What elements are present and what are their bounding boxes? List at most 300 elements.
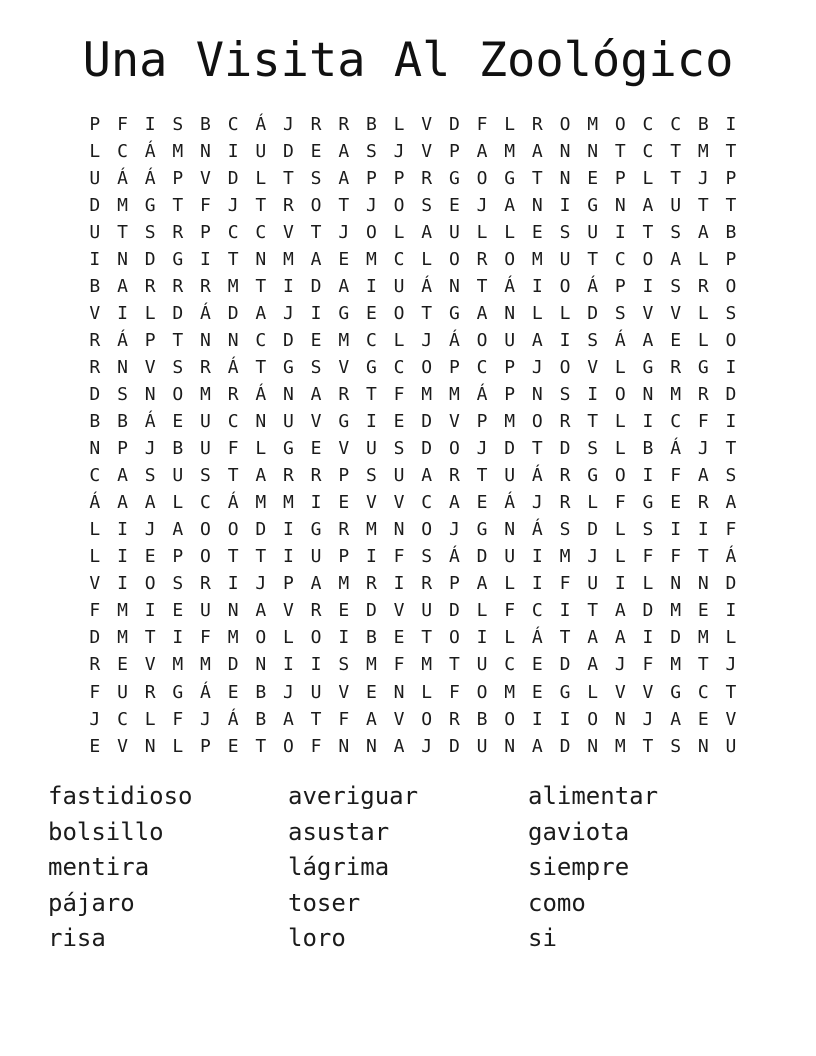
grid-cell: B <box>697 113 709 135</box>
grid-cell: Á <box>144 140 156 162</box>
grid-cell: J <box>642 708 654 730</box>
grid-cell: S <box>670 221 682 243</box>
grid-cell: I <box>365 411 377 433</box>
grid-cell: L <box>531 302 543 324</box>
grid-cell: F <box>227 438 239 460</box>
grid-cell: F <box>117 113 128 135</box>
grid-cell: I <box>338 627 350 649</box>
grid-cell: N <box>117 248 128 270</box>
grid-cell: G <box>310 519 322 541</box>
grid-cell: S <box>421 546 433 568</box>
grid-cell: F <box>476 113 488 135</box>
grid-cell: O <box>448 438 460 460</box>
grid-cell: G <box>697 356 709 378</box>
grid-cell: S <box>365 140 377 162</box>
grid-cell: F <box>642 654 654 676</box>
grid-cell: I <box>559 708 571 730</box>
grid-cell: J <box>448 519 460 541</box>
grid-cell: P <box>338 465 350 487</box>
grid-cell: J <box>697 167 709 189</box>
grid-cell: N <box>255 411 267 433</box>
grid-cell: C <box>697 681 709 703</box>
grid-cell: G <box>283 438 294 460</box>
grid-cell: J <box>89 708 101 730</box>
grid-cell: L <box>504 573 516 595</box>
grid-cell: V <box>393 492 405 514</box>
grid-cell: I <box>531 708 543 730</box>
grid-cell: P <box>200 221 211 243</box>
grid-cell: V <box>117 735 128 757</box>
grid-cell: E <box>393 411 405 433</box>
grid-cell: N <box>89 438 101 460</box>
grid-cell: A <box>172 519 184 541</box>
grid-cell: A <box>697 221 709 243</box>
grid-cell: U <box>725 735 737 757</box>
grid-cell: L <box>89 140 101 162</box>
grid-cell: A <box>725 492 737 514</box>
grid-cell: T <box>172 329 184 351</box>
grid-cell: M <box>172 654 184 676</box>
grid-cell: V <box>89 302 101 324</box>
grid-cell: N <box>504 519 516 541</box>
grid-cell: L <box>614 356 626 378</box>
grid-cell: N <box>144 383 156 405</box>
grid-cell: L <box>172 492 184 514</box>
grid-cell: E <box>531 221 543 243</box>
grid-cell: I <box>725 356 737 378</box>
grid-cell: D <box>89 627 101 649</box>
grid-cell: M <box>227 627 239 649</box>
grid-cell: N <box>559 167 571 189</box>
grid-cell: F <box>559 573 571 595</box>
grid-cell: M <box>670 600 682 622</box>
grid-cell: T <box>255 275 267 297</box>
grid-cell: D <box>587 519 599 541</box>
grid-cell: P <box>504 383 516 405</box>
grid-cell: J <box>144 438 156 460</box>
grid-cell: O <box>227 519 239 541</box>
grid-cell: I <box>642 411 654 433</box>
word-search-grid <box>81 111 745 760</box>
grid-cell: A <box>117 465 128 487</box>
grid-cell: D <box>559 654 571 676</box>
grid-cell: L <box>89 546 101 568</box>
grid-cell: M <box>117 600 128 622</box>
grid-cell: D <box>283 329 294 351</box>
grid-cell: T <box>559 627 571 649</box>
grid-cell: A <box>476 302 488 324</box>
grid-cell: O <box>559 275 571 297</box>
grid-cell: P <box>448 356 460 378</box>
grid-cell: L <box>697 302 709 324</box>
grid-cell: E <box>670 329 682 351</box>
grid-cell: D <box>725 573 737 595</box>
grid-cell: T <box>227 248 239 270</box>
grid-cell: O <box>172 383 184 405</box>
grid-cell: C <box>670 113 682 135</box>
grid-cell: Á <box>227 492 239 514</box>
grid-cell: C <box>255 221 267 243</box>
grid-cell: S <box>172 573 184 595</box>
grid-cell: I <box>172 627 184 649</box>
grid-cell: S <box>144 465 156 487</box>
grid-cell: U <box>476 654 488 676</box>
grid-cell: Á <box>144 167 156 189</box>
grid-cell: D <box>587 302 599 324</box>
grid-cell: L <box>255 167 267 189</box>
grid-cell: T <box>421 302 433 324</box>
grid-cell: R <box>200 356 211 378</box>
grid-cell: A <box>531 735 543 757</box>
grid-cell: E <box>310 438 322 460</box>
grid-cell: Á <box>117 167 128 189</box>
grid-cell: O <box>200 546 211 568</box>
grid-cell: M <box>697 627 709 649</box>
grid-cell: J <box>283 113 294 135</box>
grid-cell: L <box>614 438 626 460</box>
grid-cell: D <box>559 735 571 757</box>
grid-cell: U <box>310 546 322 568</box>
grid-cell: C <box>227 113 239 135</box>
grid-cell: G <box>338 302 350 324</box>
word-item: toser <box>288 888 361 917</box>
grid-cell: N <box>642 383 654 405</box>
grid-cell: I <box>531 275 543 297</box>
grid-cell: F <box>172 708 184 730</box>
grid-cell: S <box>642 519 654 541</box>
word-item: loro <box>288 924 346 953</box>
grid-cell: M <box>283 492 294 514</box>
grid-cell: S <box>393 438 405 460</box>
grid-cell: L <box>697 248 709 270</box>
grid-cell: V <box>421 113 433 135</box>
grid-cell: V <box>421 140 433 162</box>
grid-cell: Á <box>200 302 211 324</box>
grid-cell: U <box>283 411 294 433</box>
grid-cell: T <box>310 221 322 243</box>
grid-cell: P <box>283 573 294 595</box>
word-item: gaviota <box>528 817 630 846</box>
grid-cell: A <box>642 329 654 351</box>
grid-cell: M <box>697 140 709 162</box>
grid-cell: M <box>504 411 516 433</box>
grid-cell: M <box>365 654 377 676</box>
grid-cell: U <box>559 248 571 270</box>
grid-cell: Á <box>725 546 737 568</box>
grid-cell: T <box>476 275 488 297</box>
grid-cell: O <box>393 302 405 324</box>
grid-cell: V <box>338 356 350 378</box>
grid-cell: S <box>117 383 128 405</box>
grid-cell: J <box>421 735 433 757</box>
grid-cell: T <box>255 356 267 378</box>
grid-cell: T <box>725 681 737 703</box>
grid-cell: R <box>697 383 709 405</box>
grid-cell: Á <box>144 411 156 433</box>
grid-cell: M <box>365 248 377 270</box>
grid-cell: P <box>338 546 350 568</box>
grid-cell: R <box>144 681 156 703</box>
grid-cell: O <box>614 383 626 405</box>
grid-cell: E <box>670 492 682 514</box>
grid-cell: O <box>559 356 571 378</box>
grid-cell: T <box>255 735 267 757</box>
grid-cell: T <box>227 546 239 568</box>
grid-cell: Á <box>117 329 128 351</box>
grid-cell: O <box>614 113 626 135</box>
grid-cell: I <box>200 248 211 270</box>
grid-cell: I <box>89 248 101 270</box>
grid-cell: U <box>117 681 128 703</box>
grid-cell: P <box>614 167 626 189</box>
grid-cell: P <box>200 735 211 757</box>
grid-cell: J <box>200 708 211 730</box>
grid-cell: J <box>283 302 294 324</box>
grid-cell: L <box>504 221 516 243</box>
grid-cell: S <box>670 275 682 297</box>
grid-cell: A <box>338 140 350 162</box>
grid-cell: O <box>421 519 433 541</box>
grid-cell: V <box>144 654 156 676</box>
grid-cell: R <box>200 275 211 297</box>
grid-cell: L <box>421 248 433 270</box>
grid-cell: S <box>310 356 322 378</box>
grid-cell: R <box>476 248 488 270</box>
grid-cell: C <box>393 248 405 270</box>
grid-cell: T <box>697 194 709 216</box>
grid-cell: A <box>476 573 488 595</box>
grid-cell: T <box>725 194 737 216</box>
grid-cell: F <box>393 654 405 676</box>
grid-cell: M <box>421 383 433 405</box>
grid-cell: Á <box>531 627 543 649</box>
grid-cell: L <box>393 113 405 135</box>
grid-cell: N <box>338 735 350 757</box>
grid-cell: N <box>670 573 682 595</box>
grid-cell: V <box>642 302 654 324</box>
word-item: fastidioso <box>48 782 193 810</box>
grid-cell: A <box>310 248 322 270</box>
grid-cell: L <box>144 708 156 730</box>
grid-cell: J <box>283 681 294 703</box>
grid-cell: S <box>200 465 211 487</box>
grid-cell: R <box>310 600 322 622</box>
grid-cell: J <box>476 194 488 216</box>
grid-cell: T <box>365 383 377 405</box>
grid-cell: A <box>255 600 267 622</box>
grid-cell: Á <box>504 275 516 297</box>
grid-cell: D <box>283 140 294 162</box>
grid-cell: T <box>725 438 737 460</box>
grid-cell: M <box>283 248 294 270</box>
grid-cell: F <box>725 519 737 541</box>
grid-cell: R <box>338 519 350 541</box>
grid-cell: J <box>725 654 737 676</box>
grid-cell: R <box>670 356 682 378</box>
grid-cell: D <box>670 627 682 649</box>
grid-cell: M <box>227 275 239 297</box>
grid-cell: N <box>227 600 239 622</box>
grid-cell: E <box>227 735 239 757</box>
grid-cell: Á <box>531 465 543 487</box>
grid-cell: Á <box>614 329 626 351</box>
grid-cell: A <box>476 140 488 162</box>
grid-cell: T <box>227 465 239 487</box>
grid-cell: U <box>504 329 516 351</box>
grid-cell: S <box>670 735 682 757</box>
grid-cell: D <box>227 654 239 676</box>
grid-cell: O <box>144 573 156 595</box>
grid-cell: S <box>310 167 322 189</box>
grid-cell: V <box>393 600 405 622</box>
grid-cell: N <box>697 735 709 757</box>
grid-cell: E <box>338 248 350 270</box>
grid-cell: M <box>338 329 350 351</box>
grid-cell: A <box>697 465 709 487</box>
grid-cell: S <box>338 654 350 676</box>
grid-cell: Á <box>448 546 460 568</box>
grid-cell: I <box>144 600 156 622</box>
grid-cell: P <box>365 167 377 189</box>
grid-cell: P <box>393 167 405 189</box>
grid-cell: D <box>421 411 433 433</box>
grid-cell: R <box>227 383 239 405</box>
word-list <box>48 779 768 957</box>
grid-cell: O <box>725 329 737 351</box>
grid-cell: Á <box>531 519 543 541</box>
grid-cell: O <box>476 329 488 351</box>
grid-cell: O <box>421 356 433 378</box>
grid-cell: V <box>283 221 294 243</box>
grid-cell: J <box>227 194 239 216</box>
grid-cell: N <box>393 681 405 703</box>
grid-cell: D <box>255 519 267 541</box>
grid-cell: C <box>227 221 239 243</box>
grid-cell: T <box>670 140 682 162</box>
grid-cell: J <box>338 221 350 243</box>
grid-cell: A <box>310 573 322 595</box>
grid-cell: B <box>642 438 654 460</box>
grid-cell: S <box>559 221 571 243</box>
grid-cell: D <box>448 735 460 757</box>
grid-cell: S <box>172 113 184 135</box>
grid-cell: C <box>255 329 267 351</box>
grid-cell: R <box>559 492 571 514</box>
grid-cell: F <box>200 627 211 649</box>
grid-cell: A <box>587 654 599 676</box>
grid-cell: T <box>697 546 709 568</box>
grid-cell: I <box>283 546 294 568</box>
grid-cell: V <box>725 708 737 730</box>
grid-cell: O <box>476 167 488 189</box>
grid-cell: I <box>310 492 322 514</box>
grid-cell: R <box>421 167 433 189</box>
grid-cell: A <box>504 194 516 216</box>
grid-cell: F <box>448 681 460 703</box>
grid-cell: D <box>642 600 654 622</box>
grid-cell: O <box>365 221 377 243</box>
grid-cell: U <box>587 221 599 243</box>
grid-cell: R <box>89 654 101 676</box>
grid-cell: B <box>89 275 101 297</box>
grid-cell: U <box>504 465 516 487</box>
grid-cell: D <box>504 438 516 460</box>
grid-cell: E <box>697 708 709 730</box>
grid-cell: D <box>89 194 101 216</box>
grid-cell: I <box>476 627 488 649</box>
word-item: como <box>528 888 586 917</box>
grid-cell: R <box>283 465 294 487</box>
grid-cell: R <box>338 113 350 135</box>
word-item: pájaro <box>48 888 135 917</box>
grid-cell: A <box>587 627 599 649</box>
grid-cell: T <box>587 248 599 270</box>
grid-cell: L <box>144 302 156 324</box>
grid-cell: A <box>283 708 294 730</box>
grid-cell: R <box>200 573 211 595</box>
grid-cell: U <box>200 438 211 460</box>
grid-cell: I <box>117 546 128 568</box>
grid-cell: R <box>310 465 322 487</box>
grid-cell: A <box>421 465 433 487</box>
grid-cell: L <box>476 600 488 622</box>
grid-cell: I <box>531 573 543 595</box>
grid-cell: L <box>614 411 626 433</box>
grid-cell: E <box>476 492 488 514</box>
grid-cell: J <box>531 356 543 378</box>
grid-cell: Á <box>200 681 211 703</box>
grid-cell: I <box>227 140 239 162</box>
grid-cell: F <box>670 465 682 487</box>
grid-cell: D <box>421 438 433 460</box>
grid-cell: G <box>642 492 654 514</box>
grid-cell: G <box>338 411 350 433</box>
grid-cell: D <box>227 302 239 324</box>
grid-cell: R <box>283 194 294 216</box>
grid-cell: I <box>283 654 294 676</box>
grid-cell: Á <box>504 492 516 514</box>
grid-cell: N <box>227 329 239 351</box>
grid-cell: C <box>421 492 433 514</box>
grid-cell: A <box>365 708 377 730</box>
grid-cell: I <box>725 600 737 622</box>
grid-cell: I <box>559 329 571 351</box>
grid-cell: N <box>144 735 156 757</box>
grid-cell: C <box>200 492 211 514</box>
grid-cell: F <box>670 546 682 568</box>
grid-cell: T <box>421 627 433 649</box>
grid-cell: B <box>200 113 211 135</box>
grid-cell: P <box>614 275 626 297</box>
grid-cell: N <box>448 275 460 297</box>
grid-cell: B <box>476 708 488 730</box>
grid-cell: U <box>365 438 377 460</box>
grid-cell: L <box>587 681 599 703</box>
grid-cell: I <box>614 573 626 595</box>
word-item: mentira <box>48 853 150 882</box>
grid-cell: J <box>614 654 626 676</box>
grid-cell: P <box>144 329 156 351</box>
grid-cell: A <box>421 221 433 243</box>
grid-cell: E <box>172 411 184 433</box>
grid-cell: O <box>283 735 294 757</box>
grid-cell: L <box>421 681 433 703</box>
grid-cell: M <box>200 654 211 676</box>
grid-cell: I <box>559 600 571 622</box>
grid-cell: M <box>559 546 571 568</box>
grid-cell: V <box>670 302 682 324</box>
grid-cell: T <box>283 167 294 189</box>
